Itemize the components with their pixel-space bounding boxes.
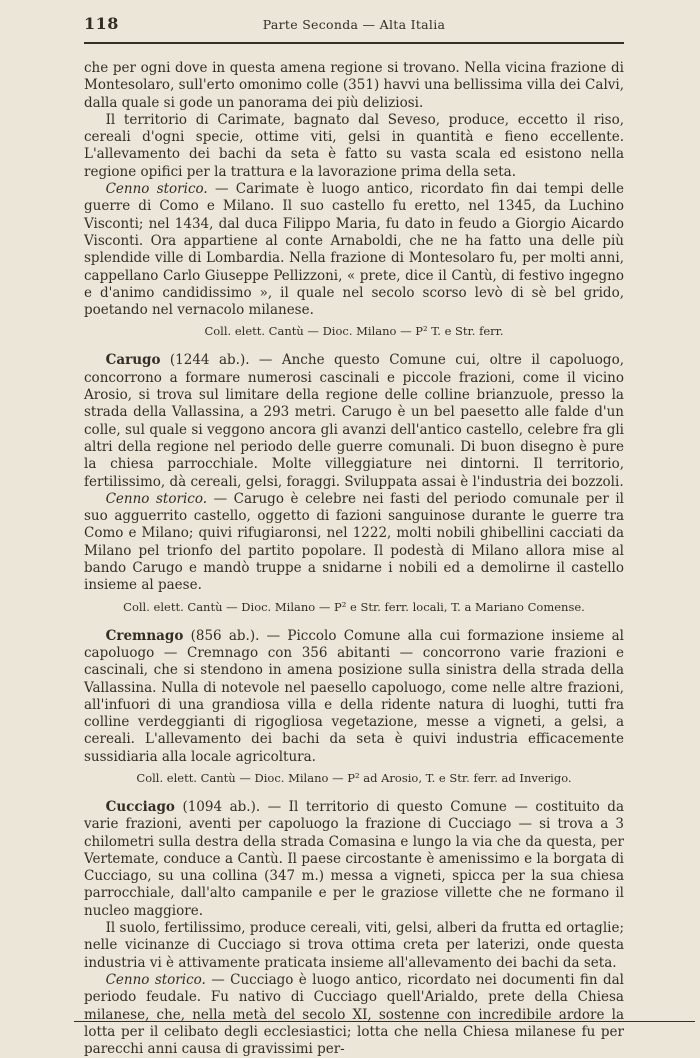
paragraph-cucciago-history <box>84 972 624 1058</box>
paragraph-carugo-history <box>84 491 624 595</box>
entry-cucciago <box>84 799 624 920</box>
entry-name: Cremnago <box>105 627 184 644</box>
paragraph-cucciago-soil: Il suolo, fertilissimo, produce cereali, viti, gelsi, alberi da frutta ed ortaglie; nelle vicinanze di Cucciago si trova ottima creta per laterizi, onde questa industria vi è attivamente praticata insieme all'allevamento dei bachi da seta. <box>84 920 624 971</box>
entry-text: (856 ab.). — Piccolo Comune alla cui formazione insieme al capoluogo — Cremnago con 356 abitanti — concorrono varie frazioni e cascinali, che si stendono in amena posizione sulla sinistra della strada della Vallassina. Nulla di notevole nel paesello capoluogo, come nelle altre frazioni, all'infuori di una grandiosa villa e della ridente natura di luoghi, tutti fra colline verdeggianti di rigogliosa vegetazione, messe a vigneti, a gelsi, a cereali. L'allevamento dei bachi da seta è quivi industria efficacemente sussidiaria alla locale agricoltura. <box>84 627 624 765</box>
paragraph-carimate-territory: Il territorio di Carimate, bagnato dal Seveso, produce, eccetto il riso, cereali d'ogni specie, ottime viti, gelsi in quantità e fieno eccellente. L'allevamento dei bachi da seta è fatto su vasta scala ed esistono nella regione opifici per la trattura e la lavorazione prima della seta. <box>84 111 624 180</box>
entry-cremnago <box>84 628 624 766</box>
entry-name: Cucciago <box>105 798 175 815</box>
cenno-storico-label: Cenno storico. <box>105 181 208 198</box>
entry-text: (1094 ab.). — Il territorio di questo Comune — costituito da varie frazioni, aventi per capoluogo la frazione di Cucciago — si trova a 3 chilometri sulla destra della strada Comasina e lungo la via che da questa, per Vertemate, conduce a Cantù. Il paese circostante è amenissimo e la borgata di Cucciago, su una collina (347 m.) messa a vigneti, spicca per la sua chiesa parrocchiale, dall'alto campanile e per le graziose villette che ne formano il nucleo maggiore. <box>84 798 624 919</box>
page-number: 118 <box>84 14 119 33</box>
paragraph-carimate-history <box>84 181 624 319</box>
bottom-rule <box>74 1021 695 1022</box>
entry-name: Carugo <box>105 352 161 369</box>
cenno-storico-text: — Carimate è luogo antico, ricordato fin dai tempi delle guerre di Como e Milano. Il suo castello fu eretto, nel 1345, da Luchino Visconti; nel 1434, dal duca Filippo Maria, fu dato in feudo a Giorgio Aicardo Visconti. Ora appartiene al conte Arnaboldi, che ne ha fatto una delle più splendide ville di Lombardia. Nella frazione di Montesolaro fu, per molti anni, cappellano Carlo Giuseppe Pellizzoni, « prete, dice il Cantù, di festivo ingegno e d'animo candidissimo », il quale nel secolo scorso levò di sè bel grido, poetando nel vernacolo milanese. <box>84 181 625 319</box>
cenno-storico-label: Cenno storico. <box>105 490 207 507</box>
header-rule <box>84 42 624 44</box>
line-carimate-admin: Coll. elett. Cantù — Dioc. Milano — P² T. e Str. ferr. <box>204 324 504 339</box>
entry-text: (1244 ab.). — Anche questo Comune cui, oltre il capoluogo, concorrono a formare numerosi cascinali e piccole frazioni, come il vicino Arosio, si trova sul limitare della regione delle colline brianzuole, presso la strada della Vallassina, a 293 metri. Carugo è un bel paesetto alle falde d'un colle, sul quale si veggono ancora gli avanzi dell'antico castello, celebre fra gli altri della regione nel periodo delle guerre comunali. Di buon disegno è pure la chiesa parrocchiale. Molte villeggiature nei dintorni. Il territorio, fertilissimo, dà cereali, gelsi, foraggi. Sviluppata assai è l'industria dei bozzoli. <box>84 352 624 490</box>
cenno-storico-text: — Cucciago è luogo antico, ricordato nei documenti fin dal periodo feudale. Fu nativo di Cucciago quell'Arialdo, prete della Chiesa milanese, che, nella metà del secolo XI, sostenne con incredibile ardore la lotta per il celibato degli ecclesiastici; lotta che nella Chiesa milanese fu per parecchi anni causa di gravissimi per- <box>84 971 624 1058</box>
paragraph-continuation: che per ogni dove in questa amena regione si trovano. Nella vicina frazione di Montesolaro, sull'erto omonimo colle (351) havvi una bellissima villa dei Calvi, dalla quale si gode un panorama dei più deliziosi. <box>84 60 624 111</box>
cenno-storico-label: Cenno storico. <box>105 971 206 988</box>
entry-carugo <box>84 352 624 490</box>
page-header <box>84 14 624 36</box>
running-title: Parte Seconda — Alta Italia <box>262 17 446 32</box>
line-cremnago-admin: Coll. elett. Cantù — Dioc. Milano — P² ad Arosio, T. e Str. ferr. ad Inverigo. <box>136 770 572 785</box>
cenno-storico-text: — Carugo è celebre nei fasti del periodo comunale per il suo agguerrito castello, oggetto di fazioni sanguinose durante le guerre tra Como e Milano; quivi rifugiaronsi, nel 1222, molti nobili ghibellini cacciati da Milano pel trionfo del partito popolare. Il podestà di Milano allora mise al bando Carugo e mandò truppe a snidarne i nobili ed a demolirne il castello insieme al paese. <box>84 490 624 594</box>
line-carugo-admin: Coll. elett. Cantù — Dioc. Milano — P² e Str. ferr. locali, T. a Mariano Comense. <box>123 599 585 614</box>
